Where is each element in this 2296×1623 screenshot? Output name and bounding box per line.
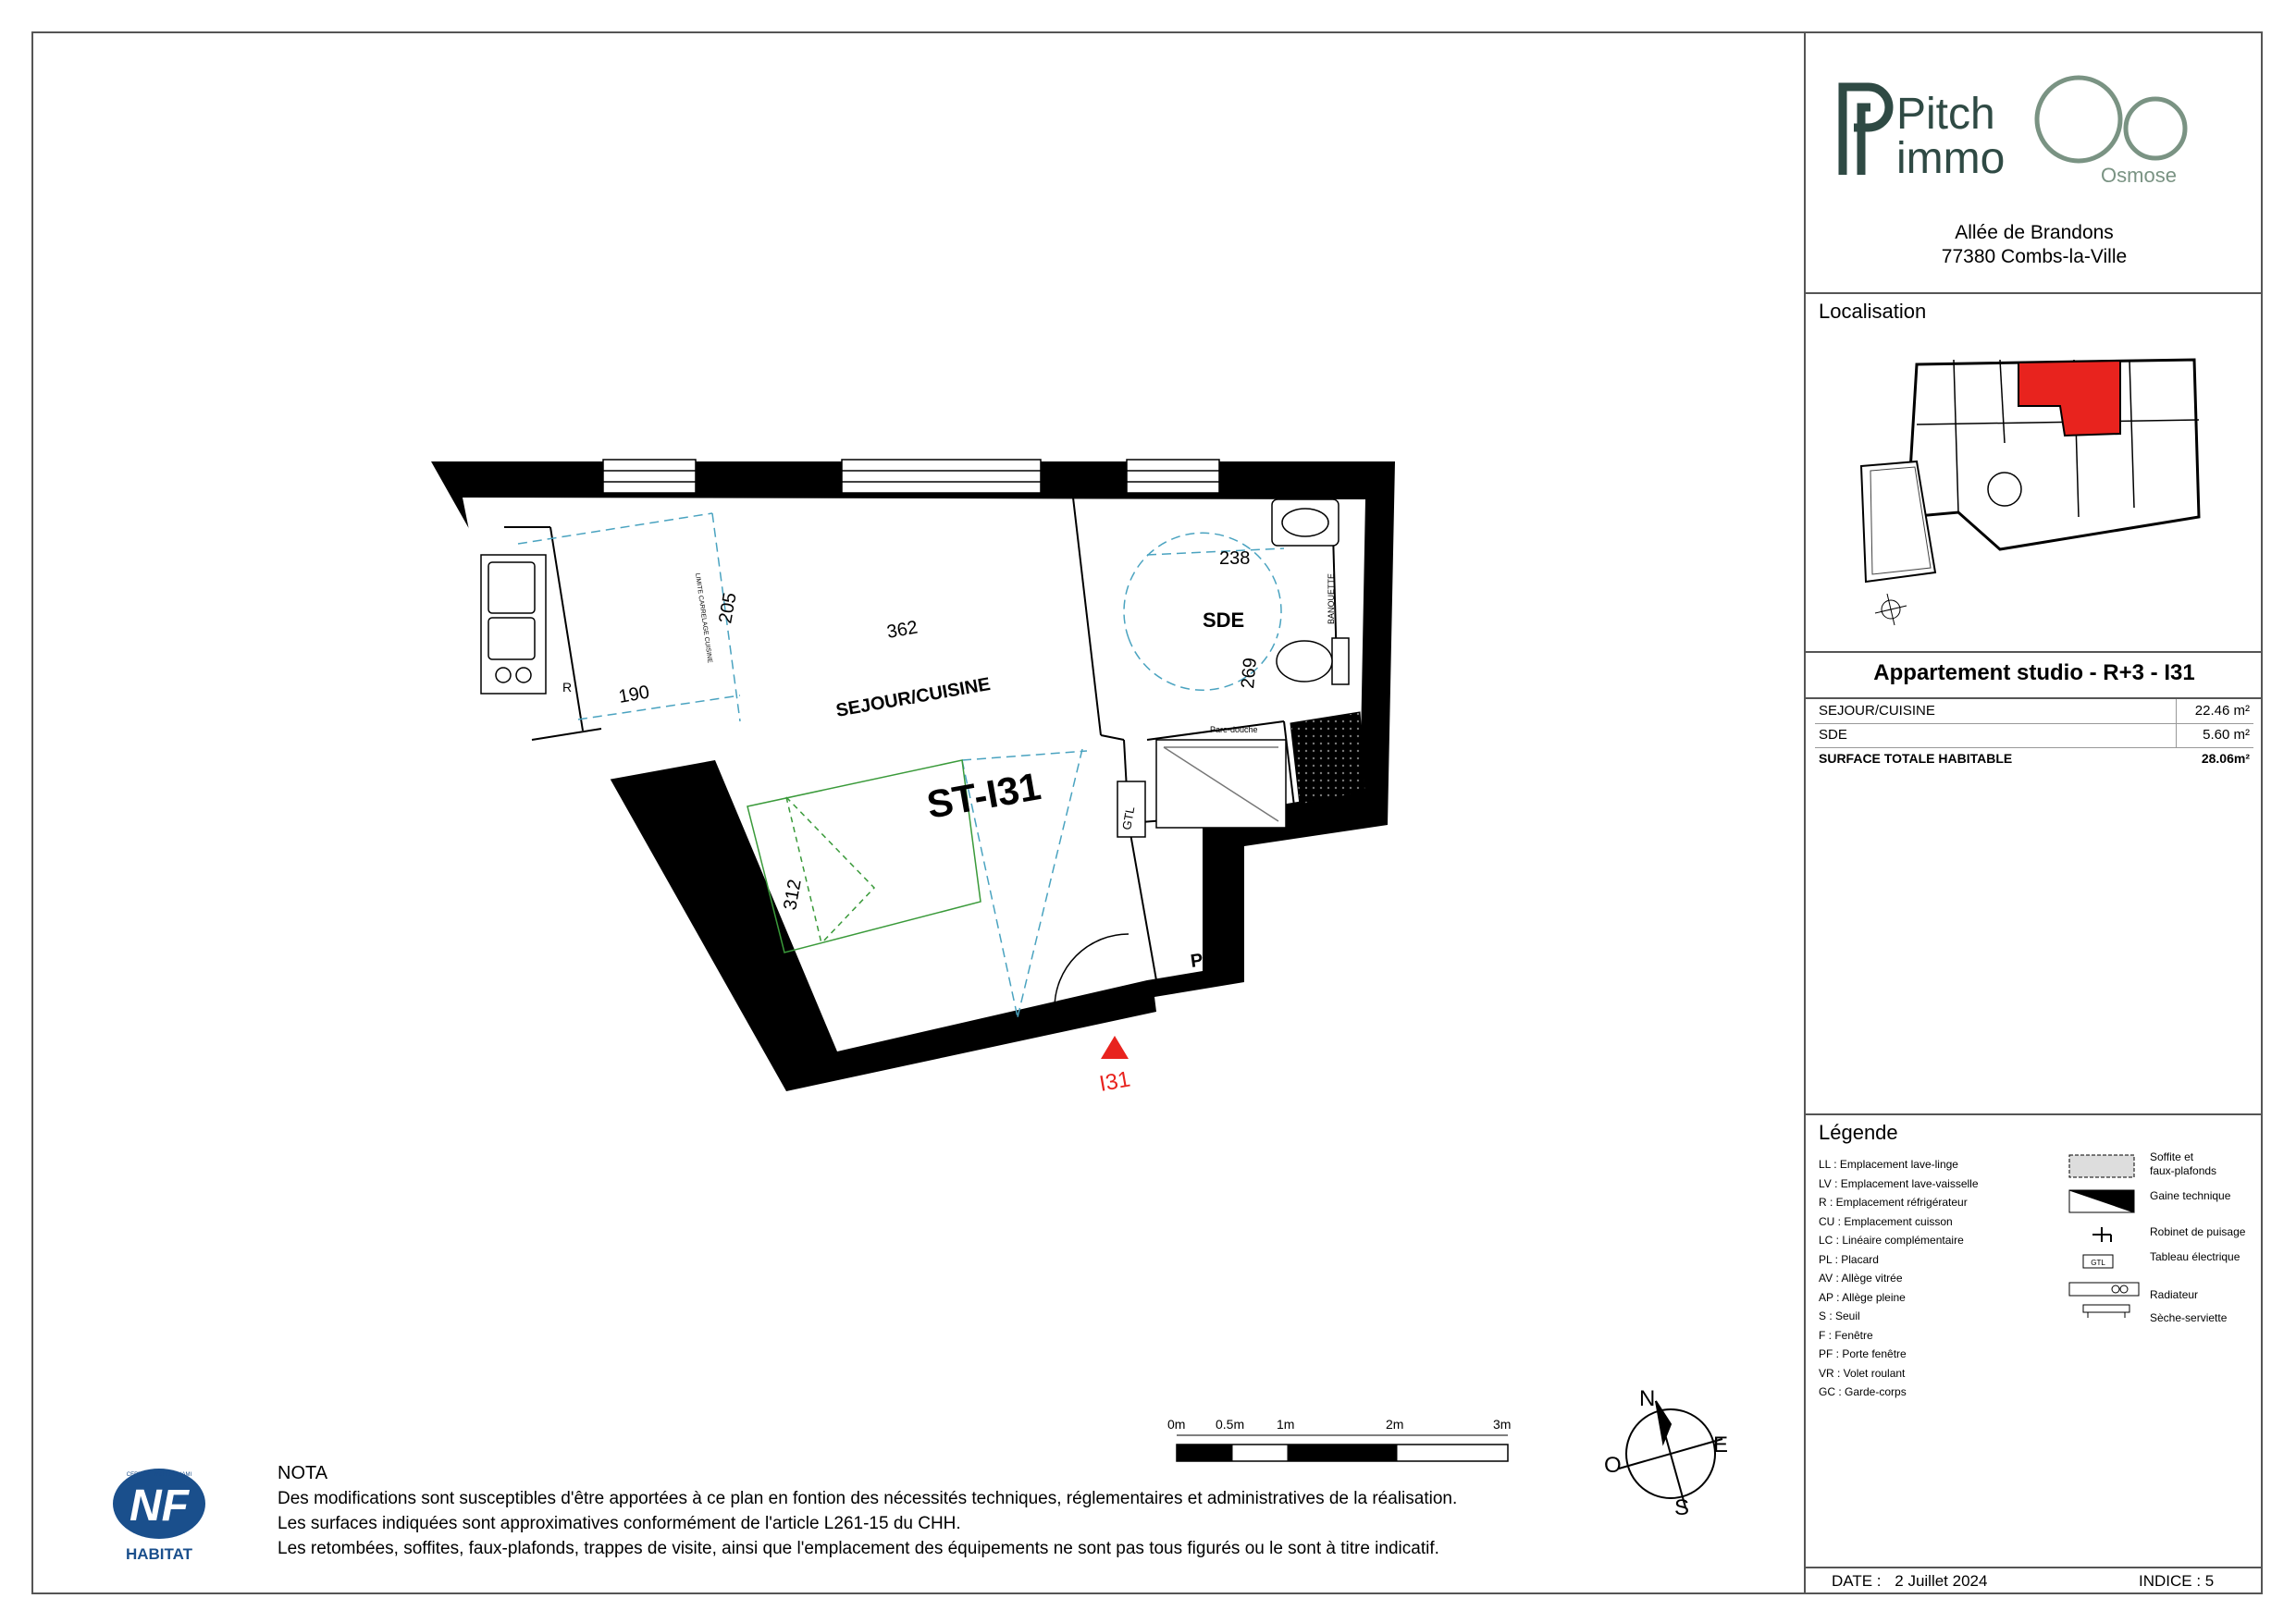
legend-radiateur: Radiateur — [2150, 1288, 2199, 1301]
legend-seche: Sèche-serviette — [2150, 1311, 2228, 1324]
scale-label-3: 2m — [1386, 1417, 1404, 1432]
dim-312: 312 — [780, 878, 806, 912]
legend-gaine: Gaine technique — [2150, 1189, 2231, 1202]
scale-label-2: 1m — [1277, 1417, 1295, 1432]
legend-robinet: Robinet de puisage — [2150, 1225, 2246, 1238]
address — [1806, 221, 2263, 269]
legend-item: GC : Garde-corps — [1819, 1385, 1907, 1398]
total-value: 28.06m² — [2201, 751, 2250, 766]
osmose-text: Osmose — [2101, 164, 2177, 184]
compass-o: O — [1604, 1453, 1622, 1478]
legend-soffite-2: faux-plafonds — [2150, 1164, 2217, 1177]
washbasin — [1272, 499, 1339, 546]
dim-205: 205 — [715, 591, 741, 625]
scale-label-1: 0.5m — [1216, 1417, 1245, 1432]
legend-soffite: Soffite et — [2150, 1150, 2194, 1163]
date-value: 2 Juillet 2024 — [1895, 1572, 1988, 1590]
shower — [1156, 740, 1286, 828]
footer-date — [1832, 1572, 1987, 1591]
area-label: SDE — [1819, 727, 1847, 743]
nota-line-2: Les surfaces indiquées sont approximatives conformément de l'article L261-15 du CHH. — [278, 1514, 961, 1533]
area-row-sejour — [1815, 699, 2253, 724]
address-line-1: Allée de Brandons — [1955, 222, 2114, 243]
nf-certified: CERTIFIÉ PAR CEQUAMI — [126, 1472, 192, 1478]
dim-362: 362 — [885, 617, 920, 643]
nf-mark: NF — [130, 1482, 189, 1531]
logo-area — [1833, 55, 2240, 184]
technical-shaft — [1290, 712, 1365, 805]
legend-tableau: Tableau électrique — [2150, 1250, 2240, 1263]
area-value: 22.46 m² — [2194, 703, 2250, 719]
dim-269: 269 — [1238, 657, 1261, 690]
limit-label: LIMITE CARRELAGE CUISINE — [694, 572, 713, 664]
legend-title: Légende — [1819, 1121, 1898, 1144]
room-label-sejour: SEJOUR/CUISINE — [834, 673, 993, 721]
divider — [1806, 651, 2263, 653]
entry-label: I31 — [1097, 1066, 1132, 1097]
kitchen-counter — [481, 555, 546, 694]
unit-title: Appartement studio - R+3 - I31 — [1873, 660, 2195, 685]
dim-238: 238 — [1219, 548, 1251, 569]
compass-n: N — [1639, 1386, 1656, 1411]
toilet — [1277, 638, 1349, 684]
scale-label-0: 0m — [1167, 1417, 1186, 1432]
nf-habitat: HABITAT — [125, 1545, 193, 1563]
legend-item: PL : Placard — [1819, 1252, 1879, 1266]
fridge-label: R — [562, 680, 573, 695]
legend-symbols — [2065, 1146, 2148, 1368]
divider — [1806, 1567, 2263, 1568]
address-line-2: 77380 Combs-la-Ville — [1941, 246, 2128, 267]
footer-indice: INDICE : 5 — [2139, 1572, 2215, 1590]
legend-item: VR : Volet roulant — [1819, 1366, 1906, 1380]
legend-item: S : Seuil — [1819, 1309, 1860, 1322]
legend-item: CU : Emplacement cuisson — [1819, 1214, 1953, 1228]
osmose-logo-icon — [2037, 78, 2185, 161]
date-label: DATE : — [1832, 1572, 1882, 1590]
localisation-title: Localisation — [1819, 300, 1927, 323]
entry-arrow — [1101, 1036, 1129, 1059]
placard-label: PL. — [1189, 947, 1221, 972]
legend-item: LV : Emplacement lave-vaisselle — [1819, 1176, 1979, 1190]
gtl-label: GTL — [1119, 805, 1138, 831]
compass-e: E — [1713, 1432, 1729, 1457]
legend-item: AP : Allège pleine — [1819, 1290, 1906, 1304]
legend-item: F : Fenêtre — [1819, 1328, 1873, 1342]
area-value: 5.60 m² — [2203, 727, 2250, 743]
dim-190: 190 — [617, 682, 651, 707]
divider — [1806, 1113, 2263, 1115]
area-row-total — [1815, 747, 2253, 771]
key-plan-compass — [1875, 594, 1907, 625]
title-block — [1804, 31, 2263, 1594]
banquette-label: BANQUETTE — [1327, 572, 1336, 624]
scale-bar — [1177, 1435, 1508, 1461]
pitch-logo-icon — [1843, 87, 1889, 175]
room-label-sde: SDE — [1203, 609, 1245, 632]
area-row-sde — [1815, 723, 2253, 748]
immo-text: immo — [1896, 134, 2006, 183]
legend-item: R : Emplacement réfrigérateur — [1819, 1196, 1968, 1209]
legend-item: LL : Emplacement lave-linge — [1819, 1158, 1958, 1171]
unit-label: ST-I31 — [923, 764, 1044, 827]
nf-habitat-logo — [104, 1457, 215, 1568]
total-label: SURFACE TOTALE HABITABLE — [1819, 751, 2013, 766]
nota-line-1: Des modifications sont susceptibles d'être apportées à ce plan en fontion des nécessités techniques, réglementaires et administratives de la réalisation. — [278, 1489, 1458, 1508]
nota-block — [278, 1461, 1573, 1561]
legend-list — [1819, 1158, 1979, 1405]
localisation-key-plan — [1843, 332, 2231, 637]
pitch-text: Pitch — [1896, 90, 1995, 139]
legend-item: LC : Linéaire complémentaire — [1819, 1234, 1964, 1247]
compass-s: S — [1674, 1495, 1690, 1520]
compass — [1619, 1401, 1722, 1507]
nota-line-3: Les retombées, soffites, faux-plafonds, trappes de visite, ainsi que l'emplacement des équipements ne sont pas tous figurés ou le sont à titre indicatif. — [278, 1539, 1439, 1558]
nota-title: NOTA — [278, 1463, 328, 1483]
windows — [603, 460, 1219, 493]
divider — [1806, 292, 2263, 294]
legend-item: AV : Allège vitrée — [1819, 1272, 1903, 1285]
shower-screen-label: Pare-douche — [1210, 725, 1258, 734]
area-label: SEJOUR/CUISINE — [1819, 703, 1935, 719]
legend-gtl-icon: GTL — [2091, 1259, 2105, 1267]
legend-item: PF : Porte fenêtre — [1819, 1347, 1907, 1360]
scale-label-4: 3m — [1493, 1417, 1512, 1432]
legend-symbol-labels — [2150, 1150, 2245, 1325]
